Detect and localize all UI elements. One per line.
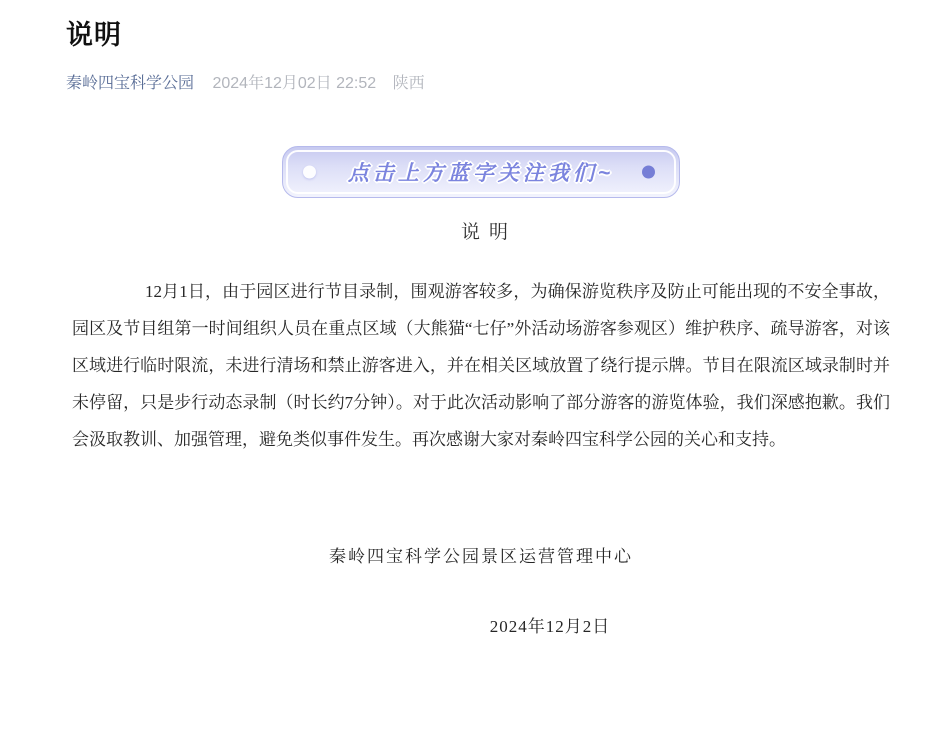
statement-heading: 说明: [460, 222, 517, 243]
banner-text: 点击上方蓝字关注我们~: [347, 162, 615, 185]
page-title: 说明: [66, 20, 122, 50]
account-name-link[interactable]: 秦岭四宝科学公园: [66, 75, 195, 92]
banner-left-dot-icon: [303, 166, 316, 179]
statement-paragraph: 12月1日，由于园区进行节目录制，围观游客较多，为确保游览秩序及防止可能出现的不安全事故，园区及节目组第一时间组织人员在重点区域（大熊猫“七仔”外活动场游客参观区）维护秩序、疏导游客，对该区域进行临时限流，未进行清场和禁止游客进入，并在相关区域放置了绕行提示牌。节目在限流区域录制时并未停留，只是步行动态录制（时长约7分钟）。对于此次活动影响了部分游客的游览体验，我们深感抱歉。我们会汲取教训、加强管理，避免类似事件发生。再次感谢大家对秦岭四宝科学公园的关心和支持。: [72, 282, 890, 449]
article-content: [72, 146, 890, 645]
signature-date: 2024年12月2日: [489, 617, 611, 636]
article-header: [0, 0, 948, 95]
banner-right-dot-icon: [642, 166, 655, 179]
publish-datetime: 2024年12月02日 22:52: [212, 75, 377, 92]
follow-us-banner[interactable]: [282, 146, 680, 198]
signature: 秦岭四宝科学公园景区运营管理中心: [329, 547, 633, 566]
publish-location: 陕西: [392, 75, 425, 92]
article-meta: [66, 73, 890, 95]
